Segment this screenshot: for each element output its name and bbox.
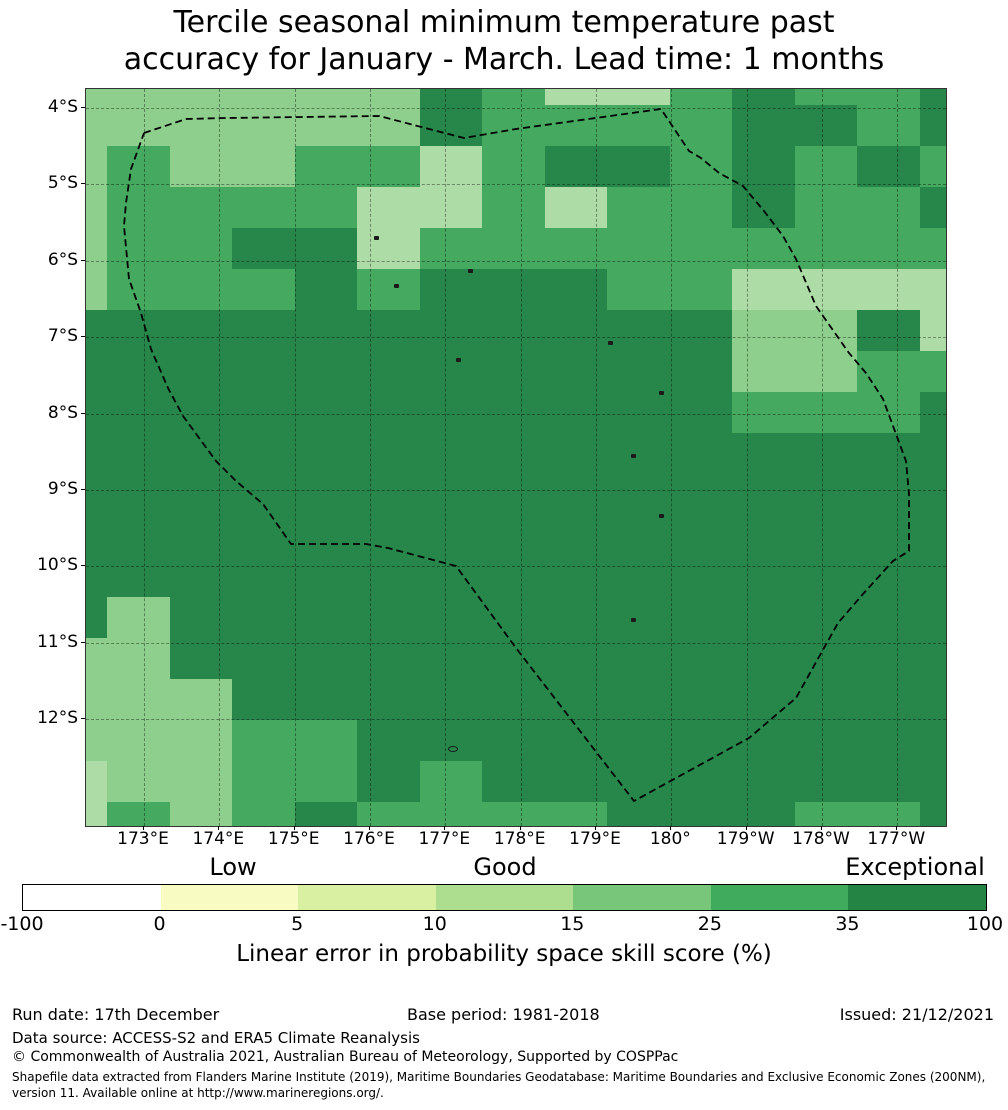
- colorbar-tick-label: 25: [697, 913, 722, 935]
- colorbar-category-label: Low: [209, 853, 257, 881]
- y-tick-label: 12°S: [37, 708, 78, 729]
- island-dot: [659, 391, 664, 395]
- x-tick-mark: [444, 826, 445, 830]
- colorbar-tick-label: 35: [835, 913, 860, 935]
- x-tick-label: 174°E: [192, 829, 245, 849]
- island-dot: [468, 269, 473, 273]
- y-tick-label: 11°S: [37, 631, 78, 652]
- colorbar-tick-label: 10: [422, 913, 447, 935]
- y-tick-mark: [81, 489, 85, 490]
- y-tick-mark: [81, 183, 85, 184]
- colorbar-tick-label: 15: [560, 913, 585, 935]
- colorbar-category-labels: [0, 853, 1008, 881]
- x-tick-label: 177°W: [867, 829, 926, 849]
- x-tick-mark: [143, 826, 144, 830]
- x-tick-mark: [746, 826, 747, 830]
- x-tick-label: 175°E: [267, 829, 320, 849]
- island-dot: [631, 618, 636, 622]
- x-tick-label: 176°E: [343, 829, 395, 849]
- island-dot: [659, 514, 664, 518]
- y-tick-mark: [81, 413, 85, 414]
- x-tick-label: 177°E: [418, 829, 471, 849]
- x-tick-label: 178°E: [493, 829, 546, 849]
- colorbar-category-label: Good: [473, 853, 537, 881]
- colorbar-caption: Linear error in probability space skill score (%): [236, 941, 772, 967]
- island-dot: [394, 284, 399, 288]
- chart-title-line1: Tercile seasonal minimum temperature past: [173, 5, 835, 40]
- y-tick-label: 4°S: [47, 97, 78, 117]
- colorbar-segment: [298, 885, 436, 910]
- x-tick-label: 180°: [649, 829, 691, 849]
- footer-issued: Issued: 21/12/2021: [839, 1005, 994, 1024]
- map-plot-area: [85, 88, 947, 827]
- colorbar-segment: [573, 885, 711, 910]
- eez-boundary-line: [124, 109, 909, 801]
- colorbar-segment: [23, 885, 161, 910]
- x-tick-mark: [218, 826, 219, 830]
- x-tick-mark: [369, 826, 370, 830]
- colorbar-category-label: Exceptional: [845, 853, 985, 881]
- y-tick-label: 10°S: [37, 555, 78, 576]
- colorbar-tick-label: 100: [966, 913, 1004, 935]
- y-tick-mark: [81, 718, 85, 719]
- footer-base-period: Base period: 1981-2018: [407, 1005, 600, 1024]
- x-tick-mark: [595, 826, 596, 830]
- island-dot: [448, 746, 458, 752]
- footer-data-source: Data source: ACCESS-S2 and ERA5 Climate Reanalysis: [12, 1029, 420, 1047]
- island-dot: [631, 454, 636, 458]
- y-tick-label: 7°S: [47, 326, 78, 347]
- y-tick-label: 9°S: [47, 479, 78, 499]
- x-tick-label: 173°E: [117, 829, 169, 849]
- x-tick-label: 179°W: [716, 829, 775, 849]
- colorbar: [22, 884, 987, 911]
- colorbar-tick-label: 0: [153, 913, 166, 935]
- colorbar-tick-label: 5: [291, 913, 304, 935]
- footer-shapefile-note: Shapefile data extracted from Flanders Marine Institute (2019), Maritime Boundaries Geodatabase: Maritime Boundaries and Exclusive Economic Zones (200NM), version 11. Available online at http://www.marineregions.org/.: [12, 1070, 986, 1100]
- x-tick-mark: [821, 826, 822, 830]
- colorbar-segment: [161, 885, 299, 910]
- x-tick-label: 179°E: [569, 829, 621, 849]
- y-tick-mark: [81, 107, 85, 108]
- footer-copyright: © Commonwealth of Australia 2021, Australian Bureau of Meteorology, Supported by COSPPac: [12, 1049, 679, 1065]
- y-tick-mark: [81, 336, 85, 337]
- y-tick-mark: [81, 260, 85, 261]
- colorbar-segment: [711, 885, 849, 910]
- footer-run-date: Run date: 17th December: [12, 1005, 220, 1024]
- colorbar-tick-label: -100: [0, 913, 44, 935]
- x-tick-mark: [670, 826, 671, 830]
- y-tick-label: 6°S: [47, 249, 78, 270]
- x-tick-mark: [896, 826, 897, 830]
- y-tick-label: 5°S: [47, 173, 78, 194]
- y-tick-label: 8°S: [47, 402, 78, 423]
- colorbar-segment: [436, 885, 574, 910]
- x-tick-label: 178°W: [792, 829, 850, 849]
- y-tick-mark: [81, 565, 85, 566]
- colorbar-segment: [848, 885, 986, 910]
- island-dot: [374, 236, 379, 240]
- chart-title-line2: accuracy for January - March. Lead time: 1 months: [123, 42, 885, 77]
- y-tick-mark: [81, 642, 85, 643]
- x-tick-mark: [520, 826, 521, 830]
- chart-title: [0, 4, 1008, 78]
- eez-boundary-layer: [86, 89, 946, 826]
- island-dot: [456, 358, 461, 362]
- island-dot: [608, 341, 613, 345]
- x-tick-mark: [294, 826, 295, 830]
